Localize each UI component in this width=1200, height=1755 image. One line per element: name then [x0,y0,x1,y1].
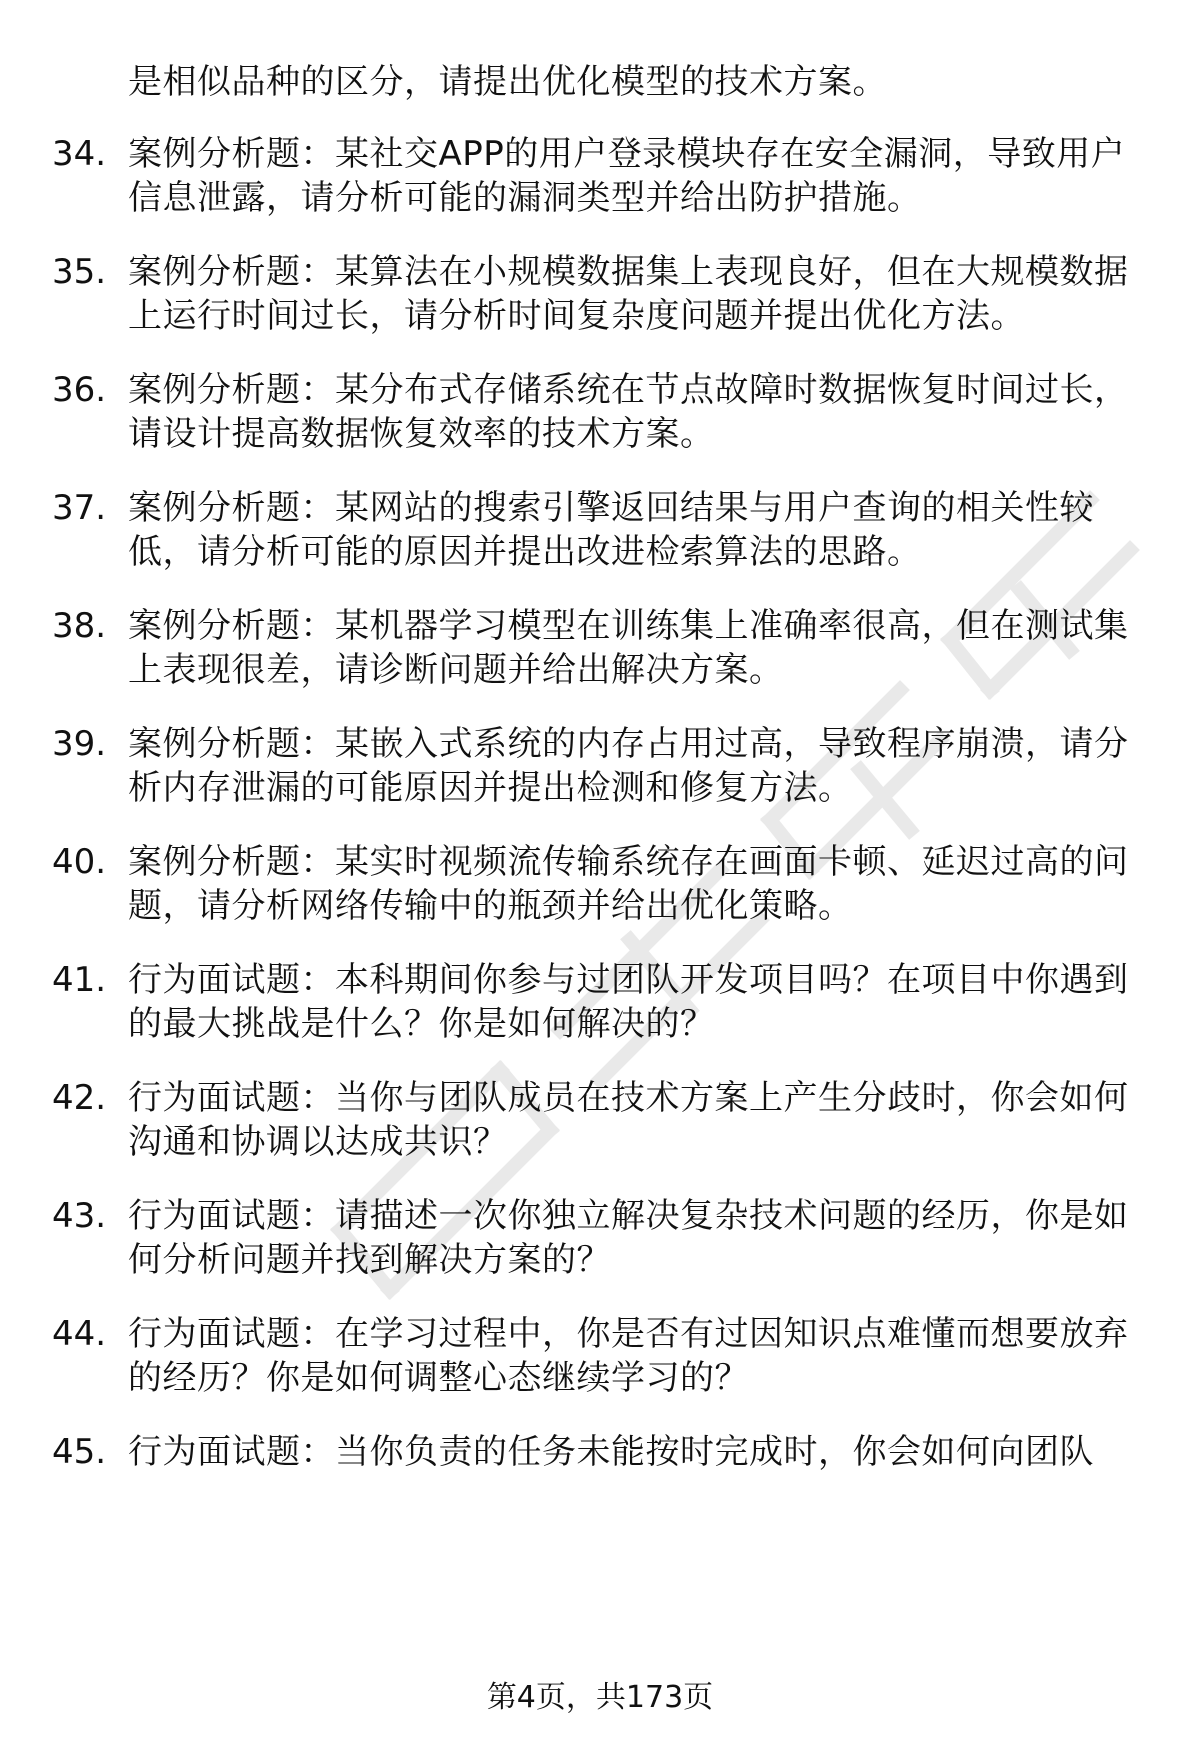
question-text: 案例分析题：某算法在小规模数据集上表现良好，但在大规模数据上运行时间过长，请分析时间复杂度问题并提出优化方法。 [128,252,1129,336]
page-footer: 第4页，共173页 [486,1680,714,1715]
question-text: 行为面试题：本科期间你参与过团队开发项目吗？在项目中你遇到的最大挑战是什么？你是如何解决的？ [128,960,1129,1044]
question-text: 案例分析题：某嵌入式系统的内存占用过高，导致程序崩溃，请分析内存泄漏的可能原因并提出检测和修复方法。 [128,724,1129,808]
question-text: 行为面试题：请描述一次你独立解决复杂技术问题的经历，你是如何分析问题并找到解决方案的？ [128,1196,1129,1280]
continuation-text: 是相似品种的区分，请提出优化模型的技术方案。 [128,62,887,102]
question-number: 42. [52,1078,107,1118]
question-number: 36. [52,370,107,410]
question-text: 案例分析题：某实时视频流传输系统存在画面卡顿、延迟过高的问题，请分析网络传输中的瓶颈并给出优化策略。 [128,842,1129,926]
question-text: 行为面试题：在学习过程中，你是否有过因知识点难懂而想要放弃的经历？你是如何调整心态继续学习的？ [128,1314,1129,1398]
question-number: 40. [52,842,107,882]
question-text: 行为面试题：当你负责的任务未能按时完成时，你会如何向团队 [128,1432,1094,1472]
question-text: 行为面试题：当你与团队成员在技术方案上产生分歧时，你会如何沟通和协调以达成共识？ [128,1078,1129,1162]
question-number: 45. [52,1432,107,1472]
question-number: 34. [52,134,107,174]
question-number: 38. [52,606,107,646]
question-number: 44. [52,1314,107,1354]
question-number: 39. [52,724,107,764]
question-text: 案例分析题：某网站的搜索引擎返回结果与用户查询的相关性较低，请分析可能的原因并提出改进检索算法的思路。 [128,488,1094,572]
question-text: 案例分析题：某分布式存储系统在节点故障时数据恢复时间过长，请设计提高数据恢复效率的技术方案。 [128,370,1129,454]
question-number: 43. [52,1196,107,1236]
question-text: 案例分析题：某机器学习模型在训练集上准确率很高，但在测试集上表现很差，请诊断问题并给出解决方案。 [128,606,1129,690]
question-number: 35. [52,252,107,292]
question-number: 37. [52,488,107,528]
question-number: 41. [52,960,107,1000]
question-text: 案例分析题：某社交APP的用户登录模块存在安全漏洞，导致用户信息泄露，请分析可能的漏洞类型并给出防护措施。 [128,134,1126,218]
